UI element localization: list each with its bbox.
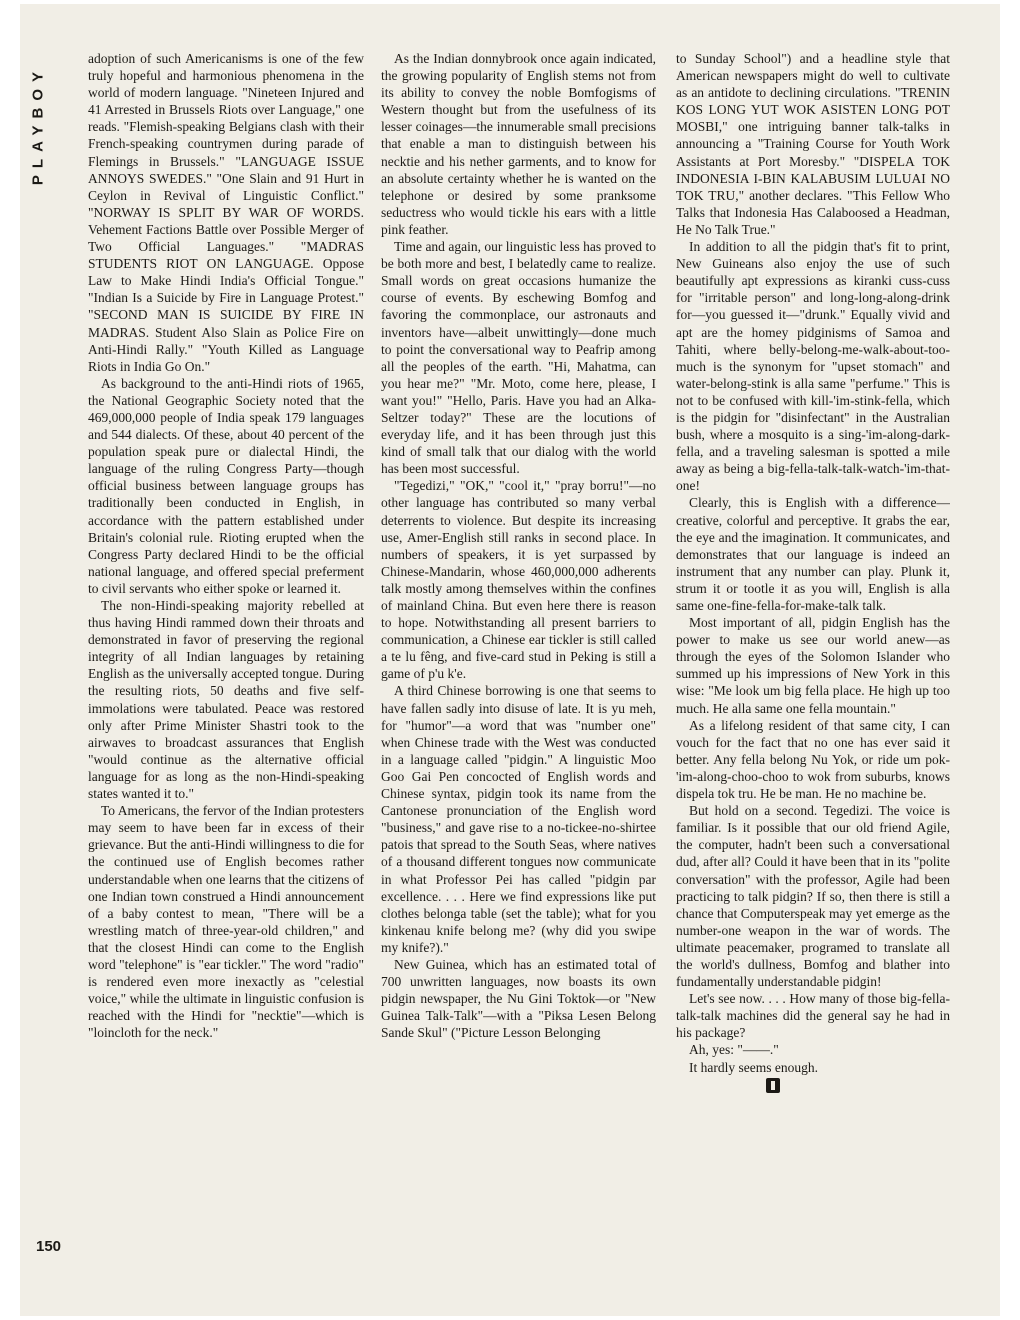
article-column-1 — [88, 50, 364, 1264]
page-number: 150 — [36, 1238, 62, 1255]
paragraph: Clearly, this is English with a difference—creative, colorful and perceptive. It grabs the ear, the eye and the imagination. It communicates, and demonstrates that our language is indeed an instrument that any number can play. Plunk it, strum it or tootle it as you will, English is alla same one-fine-fella-for-make-talk talk. — [676, 495, 950, 613]
paragraph: As the Indian donnybrook once again indicated, the growing popularity of English stems not from its ability to convey the noble Bomfogisms of Western thought but from the usefulness of its lesser coinages—the innumerable small precisions that enable a man to distinguish between his necktie and his nether garments, and to know for an absolute certainty whether he is wanted on the telephone or desired by some pranksome seductress who would tickle his ears with a little pink feather. — [381, 51, 656, 237]
end-mark-line — [676, 1076, 950, 1093]
paragraph: The non-Hindi-speaking majority rebelled at thus having Hindi rammed down their throats and demonstrated in favor of preserving the regional integrity of all Indian languages by retaining English as the universally accepted tongue. During the resulting riots, 50 deaths and five self-immolations were tabulated. Peace was restored only after Prime Minister Shastri took to the airwaves to broadcast assurances that English "would continue as the alternative official language for as long as the non-Hindi-speaking states wanted it to." — [88, 598, 364, 802]
paragraph: Most important of all, pidgin English has the power to make us see our world anew—as through the eyes of the Solomon Islander who summed up his impressions of New York in this wise: "Me look um big fella place. He high up too much. He alla same one fella mountain." — [676, 615, 950, 716]
article-column-2 — [381, 50, 656, 1264]
paragraph: "Tegedizi," "OK," "cool it," "pray borru!"—no other language has contributed so many verbal deterrents to violence. But despite its increasing use, Amer-English still ranks in second place. In numbers of speakers, it is yet surpassed by Chinese-Mandarin, whose 460,000,000 adherents talk mostly among themselves within the confines of mainland China. But even here there is reason to hope. Notwithstanding all present barriers to communication, a Chinese ear tickler is still called a te lu fêng, and five-card stud in Peking is still a game of p'u k'e. — [381, 478, 656, 682]
paragraph: As background to the anti-Hindi riots of 1965, the National Geographic Society noted that the 469,000,000 people of India speak 179 languages and 544 dialects. Of these, about 40 percent of the population speak pure or dialectal Hindi, the language of the ruling Congress Party—though official business between language groups has traditionally been conducted in English, in accordance with the pattern established under Britain's colonial rule. Rioting erupted when the Congress Party declared Hindi to be the official national language, and offered special preferment to civil servants who either spoke or learned it. — [88, 375, 364, 596]
magazine-running-title — [24, 50, 52, 200]
paragraph: A third Chinese borrowing is one that seems to have fallen sadly into disuse of late. It is yu meh, for "humor"—a word that was "number one" when Chinese trade with the West was conducted in a language called "pidgin." A linguistic Moo Goo Gai Pen concocted of English words and Chinese syntax, pidgin took its name from the Cantonese pronunciation of the English word "business," and gave rise to a no-tickee-no-shirtee patois that spread to the South Seas, where natives of a thousand different tongues now communicate in what Professor Pei has called "pidgin par excellence. . . . Here we find expressions like put clothes belonga table (set the table); what for you kinkenau knife belong me? (why did you swipe my knife?)." — [381, 683, 656, 955]
paragraph: It hardly seems enough. — [689, 1059, 818, 1075]
magazine-name: PLAYBOY — [29, 64, 47, 186]
paragraph: Ah, yes: "——." — [689, 1042, 779, 1058]
paragraph: adoption of such Americanisms is one of the few truly hopeful and harmonious phenomena in the world of modern language. "Nineteen Injured and 41 Arrested in Brussels Riots over Language," one reads. "Flemish-speaking Belgians clash with their French-speaking countrymen during parade of Flemings in Brussels." "LANGUAGE ISSUE ANNOYS SWEDES." "One Slain and 91 Hurt in Ceylon in Revival of Linguistic Conflict." "NORWAY IS SPLIT BY WAR OF WORDS. Vehement Factions Battle over Possible Merger of Two Official Languages." "MADRAS STUDENTS RIOT ON LANGUAGE. Oppose Law to Make Hindi India's Official Tongue." "Indian Is a Suicide by Fire in Language Protest." "SECOND MAN IS SUICIDE BY FIRE IN MADRAS. Student Also Slain as Police Fire on Anti-Hindi Rally." "Youth Killed as Language Riots in India Go On." — [88, 51, 364, 374]
paragraph: New Guinea, which has an estimated total of 700 unwritten languages, now boasts its own pidgin newspaper, the Nu Gini Toktok—or "New Guinea Talk-Talk"—with a "Piksa Lesen Belong Sande Skul" ("Picture Lesson Belonging — [381, 956, 656, 1041]
article-column-3 — [676, 50, 950, 1264]
paragraph: Time and again, our linguistic less has proved to be both more and best, I belatedly came to realize. Small words on great occasions humanize the course of events. By eschewing Bomfog and favoring the commonplace, our astronauts and inventors have—albeit unwittingly—done much to point the conversational way to Peafrip among all the peoples of the earth. "Hi, Mahatma, can you hear me?" "Mr. Moto, come here, please, I want you!" "Hello, Paris. Have you had an Alka-Seltzer today?" These are the locutions of everyday life, and it has been through just this kind of small talk that our dialog with the world has been most successful. — [381, 239, 656, 477]
paragraph: In addition to all the pidgin that's fit to print, New Guineans also enjoy the use of such beautifully apt expressions as kiranki cuss-cuss for "irritable person" and long-long-along-drink for—you guessed it—"drunk." Equally vivid and apt are the homey pidginisms of Samoa and Tahiti, where belly-belong-me-walk-about-too-much is the synonym for "upset stomach" and water-belong-stink is alla same "perfume." This is not to be confused with kill-'im-stink-fella, which is the pidgin for "disinfectant" in the Australian bush, where a mosquito is a sing-'im-along-dark-fella, and a traveling salesman is spotted a mile away as being a big-fella-talk-talk-watch-'im-that-one! — [676, 239, 950, 494]
paragraph: As a lifelong resident of that same city, I can vouch for the fact that no one has ever said it better. Any fella belong Nu Yok, or ride um pok-'im-along-choo-choo to wok from suburbs, knows dispela tok tru. He be man. He no machine be. — [676, 717, 950, 802]
paragraph: But hold on a second. Tegedizi. The voice is familiar. Is it possible that our old friend Agile, the computer, hadn't been such a conversational dud, after all? Could it have been that in its "polite conversation" with the professor, Agile had been practicing to talk pidgin? If so, then there is still a chance that Computerspeak may yet emerge as the number-one weapon in the war of words. The ultimate peacemaker, programed to translate all the world's dullness, Bomfog and blather into fundamentally understandable pidgin! — [676, 803, 950, 990]
paragraph: Let's see now. . . . How many of those big-fella-talk-talk machines did the general say he had in his package? — [676, 991, 950, 1041]
paragraph: to Sunday School") and a headline style that American newspapers might do well to cultivate as an antidote to declining circulations. "TRENIN KOS LONG YUT WOK ASISTEN LONG POT MOSBI," one intriguing banner talk-talks in announcing a "Training Course for Youth Work Assistants at Port Moresby." "DISPELA TOK INDONESIA I-BIN KALABUSIM LULUAI NO TOK TRU," another declares. "This Fellow Who Talks that Indonesia Has Calaboosed a Headman, He No Talk True." — [676, 51, 950, 237]
bunny-end-mark-icon — [766, 1078, 780, 1093]
paragraph: To Americans, the fervor of the Indian protesters may seem to have been far in excess of their grievance. But the anti-Hindi willingness to die for the continued use of English becomes rather understandable when one learns that the citizens of one Indian town construed a Hindi announcement of a baby contest to mean, "There will be a wrestling match of three-year-old children," and that the closest Hindi can come to the English word "telephone" is "ear tickler." The word "radio" is rendered even more inexactly as "celestial voice," while the ultimate in linguistic confusion is reached with the Hindi for "necktie"—which is "loincloth for the neck." — [88, 803, 364, 1041]
